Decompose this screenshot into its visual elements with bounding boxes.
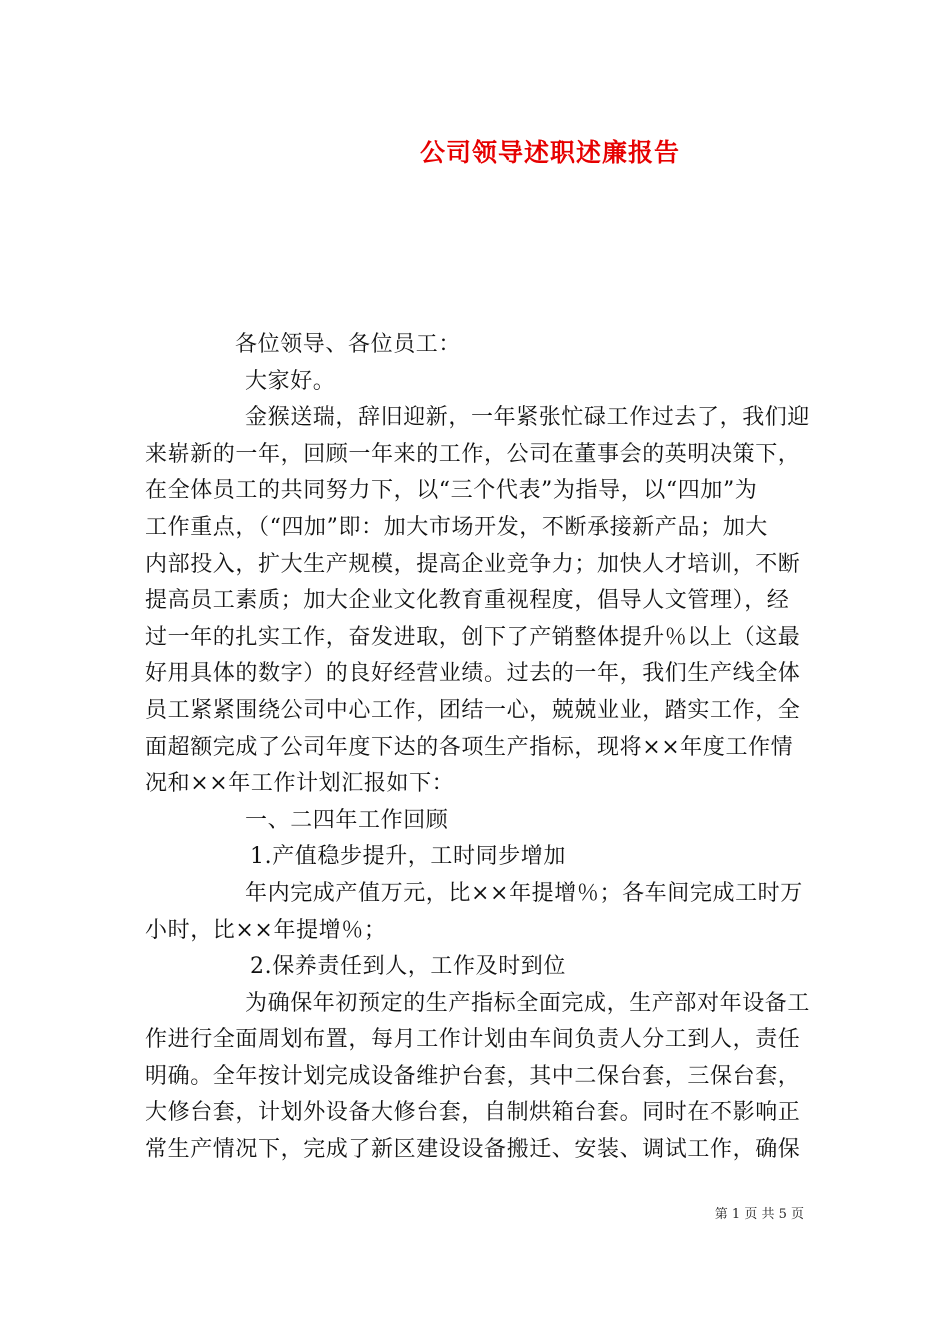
text-line: 为确保年初预定的生产指标全面完成，生产部对年设备工	[245, 990, 811, 1016]
page-number: 第 1 页 共 5 页	[714, 1207, 804, 1222]
text-line: 常生产情况下，完成了新区建设设备搬迁、安装、调试工作，确保	[145, 1137, 801, 1163]
text-line: 工作重点，（“四加”即：加大市场开发，不断承接新产品；加大	[145, 514, 768, 540]
document-body	[145, 327, 811, 1169]
text-line: 内部投入，扩大生产规模，提高企业竞争力；加快人才培训，不断	[145, 551, 801, 577]
text-line: 明确。全年按计划完成设备维护台套，其中二保台套，三保台套，	[145, 1063, 801, 1089]
document-title: 公司领导述职述廉报告	[419, 138, 680, 167]
text-line: 在全体员工的共同努力下，以“三个代表”为指导，以“四加”为	[145, 478, 758, 504]
text-line: 来崭新的一年，回顾一年来的工作，公司在董事会的英明决策下，	[145, 441, 801, 467]
text-line: 好用具体的数字）的良好经营业绩。过去的一年，我们生产线全体	[145, 661, 801, 687]
text-line: 各位领导、各位员工：	[235, 332, 462, 357]
text-line: 金猴送瑞，辞旧迎新，一年紧张忙碌工作过去了，我们迎	[245, 405, 811, 431]
text-line: 作进行全面周划布置，每月工作计划由车间负责人分工到人，责任	[145, 1027, 801, 1053]
text-line: 员工紧紧围绕公司中心工作，团结一心，兢兢业业，踏实工作，全	[145, 697, 801, 723]
text-line: 过一年的扎实工作，奋发进取，创下了产销整体提升％以上（这最	[145, 624, 801, 650]
text-line: 小时，比××年提增％；	[145, 917, 387, 943]
text-line: 大家好。	[245, 368, 336, 394]
text-line: 提高员工素质；加大企业文化教育重视程度，倡导人文管理），经	[145, 588, 790, 614]
text-line: 面超额完成了公司年度下达的各项生产指标，现将××年度工作情	[145, 734, 794, 760]
text-line: 2.保养责任到人，工作及时到位	[250, 954, 566, 980]
text-line: 大修台套，计划外设备大修台套，自制烘箱台套。同时在不影响正	[145, 1100, 801, 1126]
text-line: 况和××年工作计划汇报如下：	[145, 771, 455, 797]
text-line: 一、二四年工作回顾	[245, 807, 449, 833]
text-line: 年内完成产值万元，比××年提增％；各车间完成工时万	[245, 880, 803, 906]
text-line: 1.产值稳步提升，工时同步增加	[250, 844, 566, 870]
